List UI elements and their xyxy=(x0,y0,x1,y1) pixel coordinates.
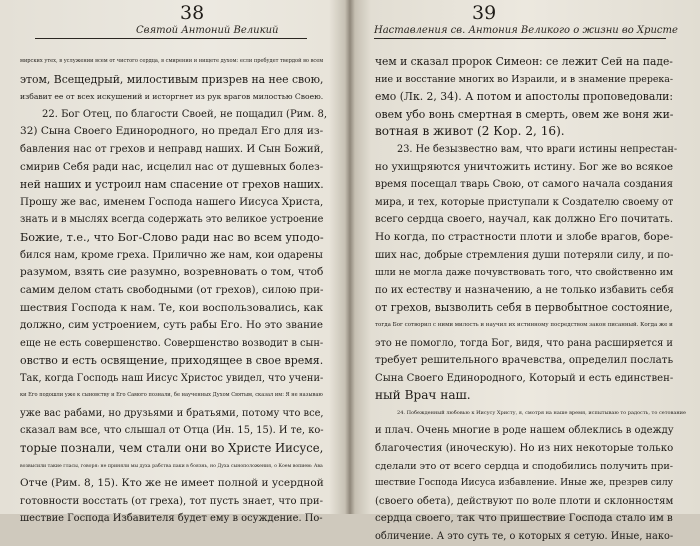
text-line: сказал вам все, что слышал от Отца (Ин. 15, 15). И те, ко- xyxy=(20,425,324,437)
text-line: чем и сказал пророк Симеон: се лежит Сей на паде- xyxy=(375,55,673,68)
left-page xyxy=(0,0,348,525)
running-head: Наставления св. Антония Великого о жизни во Христе xyxy=(374,25,678,36)
text-line: Прошу же вас, именем Господа нашего Иисуса Христа, xyxy=(20,195,324,208)
text-line: разумом, взять сие разумно, возревновать о том, чтоб xyxy=(20,266,324,279)
text-line: сделали это от всего сердца и сподобились получить при- xyxy=(375,460,674,472)
text-line: овем убо вонь смертная в смерть, овем же воня жи- xyxy=(375,107,674,121)
text-line: Божие, т.е., что Бог-Слово ради нас во всем уподо- xyxy=(20,230,324,244)
text-line: тогда Бог сотворил с ними милость и научил их истинному посредством закон писанный. Когда же и xyxy=(375,321,673,328)
text-line: торые познали, чем стали они во Христе Иисусе, xyxy=(20,441,324,456)
text-line: готовности восстать (от греха), тот пусть знает, что при- xyxy=(20,495,323,507)
text-line: самим делом стать свободными (от грехов), силою при- xyxy=(20,283,324,296)
body-text xyxy=(20,53,328,528)
text-line: этом, Всещедрый, милостивым призрев на нее свою, xyxy=(20,72,324,86)
text-line: овство и есть освящение, приходящее в свое время. xyxy=(20,354,324,368)
running-head: Святой Антоний Великий xyxy=(136,25,279,36)
text-line: но ухищряются уничтожить истину. Бог же во всякое xyxy=(375,160,673,173)
text-line: всего сердца своего, научал, как должно Его почитать. xyxy=(375,214,674,226)
text-line: 32) Сына Своего Единородного, но предал Его для из- xyxy=(20,125,324,138)
text-line: вотная в живот (2 Кор. 2, 16). xyxy=(375,124,565,139)
text-line: по их естеству и назначению, а не только избавить себя xyxy=(375,284,674,296)
text-line: шли не могла даже почувствовать того, что свойственно им xyxy=(375,267,674,279)
text-line: Сына Своего Единородного, Который и есть единствен- xyxy=(375,372,674,384)
text-line: должно, сим устроением, суть рабы Его. Но это звание xyxy=(20,318,323,331)
page-number: 39 xyxy=(472,2,497,24)
text-line: знать и в мыслях всегда содержать это великое устроение xyxy=(20,214,324,226)
text-line: 23. Не безызвестно вам, что враги истины непрестан- xyxy=(397,143,678,155)
text-line: время посещал тварь Свою, от самого начала создания xyxy=(375,179,674,191)
text-line: еще не есть совершенство. Совершенство возводит в сын- xyxy=(20,337,324,349)
text-line: бился нам, кроме греха. Прилично же нам, кои одарены xyxy=(20,249,323,261)
text-line: емо (Лк. 2, 34). А потом и апостолы проповедовали: xyxy=(375,90,674,104)
text-line: избавит ее от всех искушений и исторгнет из рук врагов милостью Своею. xyxy=(20,92,324,102)
right-page xyxy=(352,0,700,543)
text-line: мирских утех, в услужении всем от чистого сердца, в смирении и нищете духом: если пребудет твердой во всем xyxy=(20,58,324,64)
text-line: ших нас, добрые стремления души потеряли силу, и по- xyxy=(375,249,674,261)
text-line: мира, и тех, которые приступали к Создателю своему от xyxy=(375,196,674,208)
text-line: (своего обета), действуют по воле плоти и склонностям xyxy=(375,495,674,507)
text-line: обличение. А это суть те, о которых я сетую. Иные, нако- xyxy=(375,531,674,543)
text-line: благочестия (иноческую). Но из них некоторые только xyxy=(375,443,674,455)
text-line: бавления нас от грехов и неправд наших. И Сын Божий, xyxy=(20,143,324,155)
text-line: Но когда, по страстности плоти и злобе врагов, боре- xyxy=(375,230,674,243)
text-line: требует решительного врачевства, определил послать xyxy=(375,354,674,367)
text-line: от грехов, вызволить себя в первобытное состояние, xyxy=(375,301,673,315)
text-line: сердца своего, так что пришествие Господа стало им в xyxy=(375,513,673,525)
text-line: шествия Господа к нам. Те, кои воспользовались, как xyxy=(20,301,324,315)
text-line: возвысили такие гласы, говоря: не приняли мы духа рабства паки в боязнь, но Духа сыноположения, о Коем вопием: Ава xyxy=(20,463,323,469)
text-line: Так, когда Господь наш Иисус Христос увидел, что учени- xyxy=(20,372,324,384)
header-rule xyxy=(374,38,666,39)
text-line: 22. Бог Отец, по благости Своей, не пощадил (Рим. 8, xyxy=(42,108,328,120)
text-line: 24. Побежденный любовью к Иисусу Христу, я, смотря на наше время, испытываю то радость, то сетование xyxy=(397,409,686,416)
text-line: ней наших и устроил нам спасение от грехов наших. xyxy=(20,178,324,192)
text-line: смирив Себя ради нас, исцелил нас от душевных болез- xyxy=(20,161,324,173)
page-number: 38 xyxy=(180,2,205,24)
text-line: шествие Господа Избавителя будет ему в осуждение. По- xyxy=(20,513,323,525)
text-line: и плач. Очень многие в роде нашем облеклись в одежду xyxy=(375,425,674,437)
header-rule xyxy=(35,38,307,39)
text-line: ки Его подошли уже к сыновству и Его Самого познали, бе наученных Духом Святым, сказал им: Я не называю xyxy=(20,392,323,399)
text-line: ние и восстание многих во Израили, и в знамение пререка- xyxy=(375,73,674,85)
text-line: это не помогло, тогда Бог, видя, что рана расширяется и xyxy=(375,337,673,349)
text-line: Отче (Рим. 8, 15). Кто же не имеет полной и усердной xyxy=(20,477,324,490)
text-line: шествие Господа Иисуса избавление. Иные же, презрев силу xyxy=(375,478,674,489)
text-line: уже вас рабами, но друзьями и братьями, потому что все, xyxy=(20,407,324,419)
text-line: ный Врач наш. xyxy=(375,388,471,403)
body-text xyxy=(375,53,686,546)
